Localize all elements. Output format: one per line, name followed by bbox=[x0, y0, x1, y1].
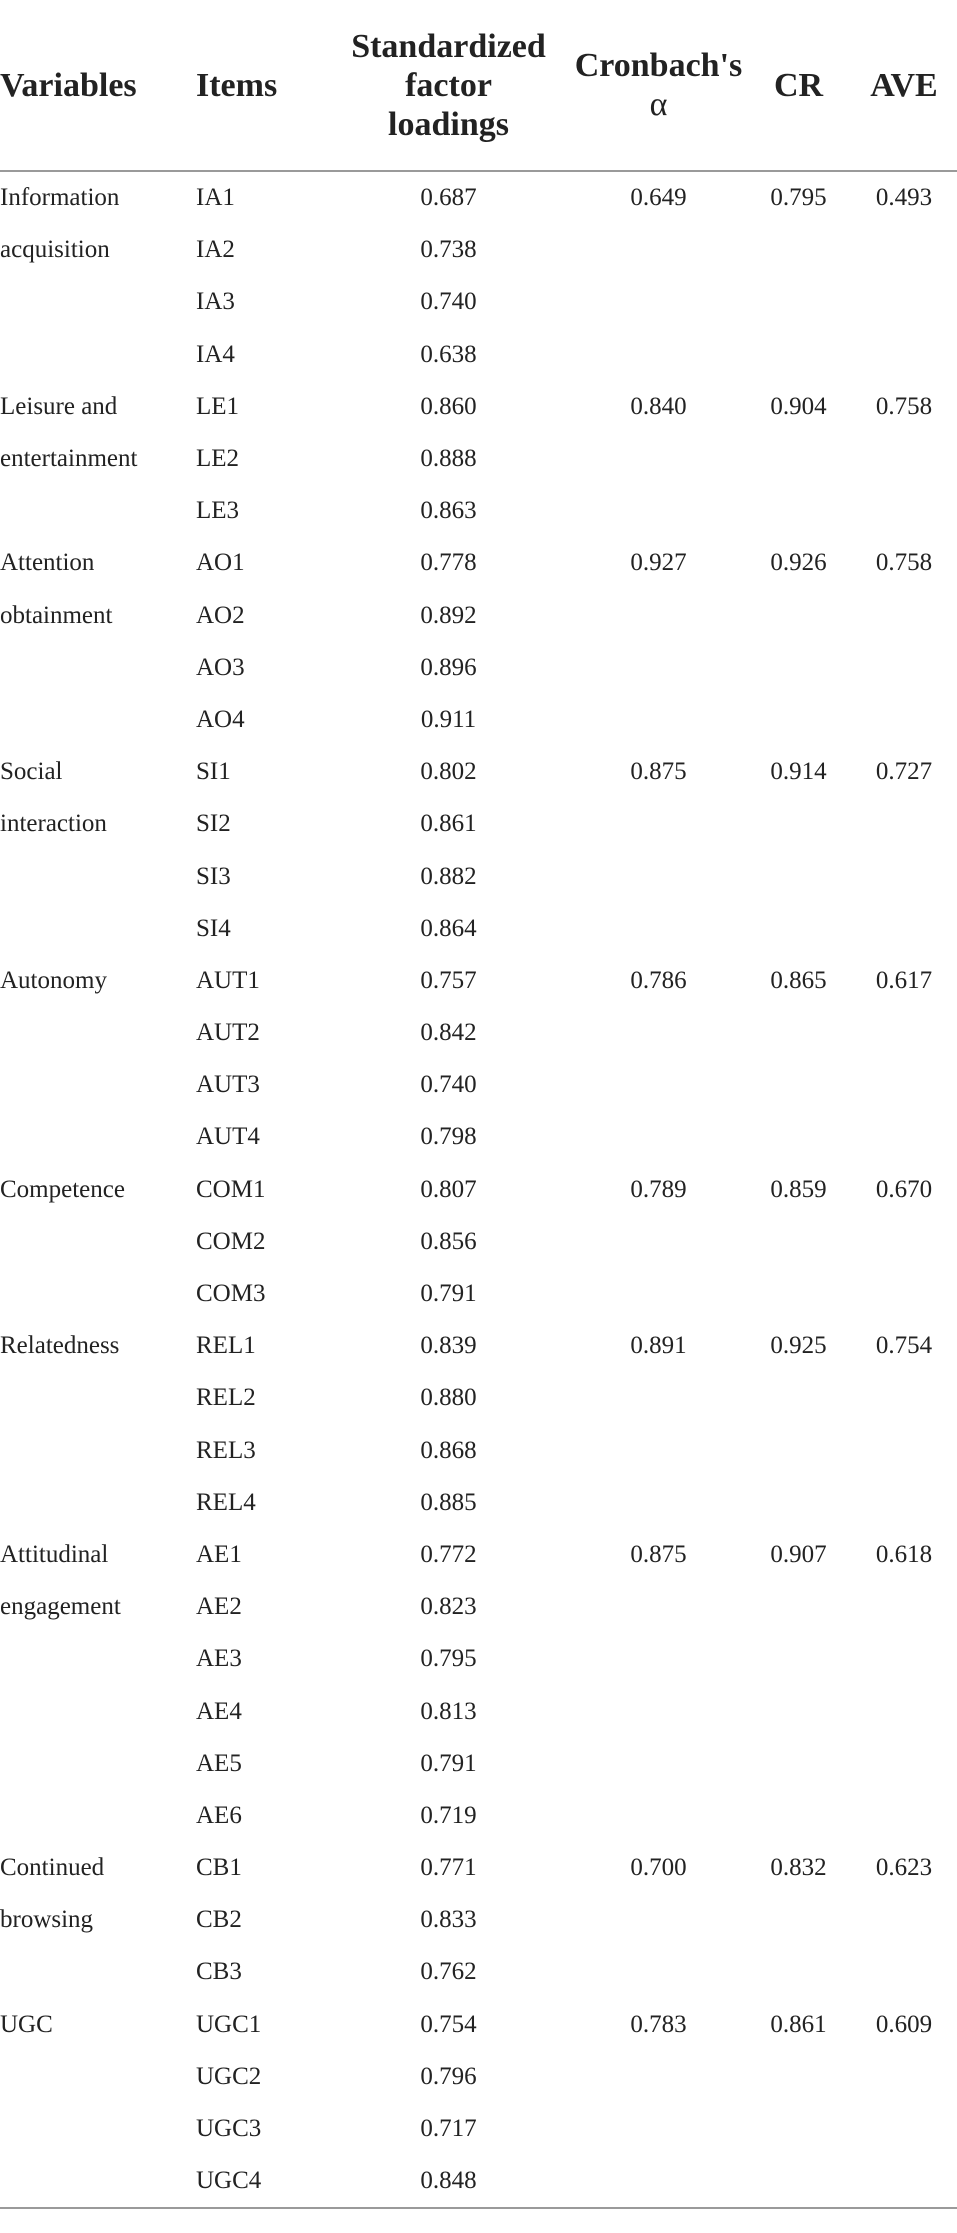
cr-cell bbox=[746, 1216, 851, 1268]
variable-cell bbox=[0, 642, 196, 694]
loading-cell: 0.888 bbox=[420, 445, 477, 473]
variable-cell: Autonomy bbox=[0, 966, 107, 994]
variable-cell: Competence bbox=[0, 1175, 125, 1203]
alpha-cell bbox=[571, 485, 746, 537]
cr-cell bbox=[746, 850, 851, 902]
ave-cell bbox=[851, 1685, 957, 1737]
ave-cell bbox=[851, 1111, 957, 1163]
ave-cell bbox=[851, 224, 957, 276]
cr-cell bbox=[746, 903, 851, 955]
ave-cell bbox=[851, 276, 957, 328]
table-body bbox=[0, 171, 957, 2208]
alpha-cell bbox=[571, 1894, 746, 1946]
alpha-cell bbox=[571, 224, 746, 276]
variable-cell: browsing bbox=[0, 1906, 94, 1934]
loading-cell: 0.791 bbox=[420, 1749, 477, 1777]
header-cronbach-alpha bbox=[571, 0, 746, 171]
loading-cell: 0.860 bbox=[420, 392, 477, 420]
variable-cell bbox=[0, 276, 196, 328]
item-cell: AUT2 bbox=[196, 1019, 260, 1047]
ave-cell: 0.493 bbox=[875, 184, 933, 212]
cr-cell bbox=[746, 798, 851, 850]
cr-cell bbox=[746, 1007, 851, 1059]
alpha-cell: 0.840 bbox=[630, 392, 687, 420]
loading-cell: 0.885 bbox=[420, 1488, 477, 1516]
alpha-cell bbox=[571, 276, 746, 328]
item-cell: UGC2 bbox=[196, 2062, 262, 2090]
loading-cell: 0.868 bbox=[420, 1436, 477, 1464]
ave-cell bbox=[851, 850, 957, 902]
item-cell: COM1 bbox=[196, 1175, 266, 1203]
item-cell: REL3 bbox=[196, 1436, 256, 1464]
loading-cell: 0.861 bbox=[420, 810, 477, 838]
loading-cell: 0.740 bbox=[420, 1071, 477, 1099]
cr-cell: 0.925 bbox=[770, 1332, 827, 1360]
loading-cell: 0.839 bbox=[420, 1332, 477, 1360]
ave-cell bbox=[851, 329, 957, 381]
alpha-cell bbox=[571, 1685, 746, 1737]
item-cell: CB3 bbox=[196, 1958, 242, 1986]
header-factor-loadings-line: factor bbox=[405, 66, 492, 104]
cr-cell bbox=[746, 1425, 851, 1477]
item-cell: COM3 bbox=[196, 1280, 266, 1308]
item-cell: UGC4 bbox=[196, 2155, 326, 2208]
cr-cell: 0.926 bbox=[770, 549, 827, 577]
loading-cell: 0.896 bbox=[420, 653, 477, 681]
table-row bbox=[0, 955, 957, 1007]
alpha-cell bbox=[571, 2103, 746, 2155]
table-row bbox=[0, 590, 957, 642]
alpha-cell bbox=[571, 798, 746, 850]
item-cell: UGC1 bbox=[196, 2010, 262, 2038]
table-row bbox=[0, 537, 957, 589]
item-cell: IA3 bbox=[196, 288, 235, 316]
table-row bbox=[0, 746, 957, 798]
variable-cell: obtainment bbox=[0, 601, 113, 629]
table-row bbox=[0, 2051, 957, 2103]
item-cell: AUT1 bbox=[196, 966, 260, 994]
ave-cell: 0.618 bbox=[875, 1540, 933, 1568]
loading-cell: 0.848 bbox=[326, 2155, 571, 2208]
ave-cell bbox=[851, 1007, 957, 1059]
loading-cell: 0.795 bbox=[420, 1645, 477, 1673]
variable-cell bbox=[0, 850, 196, 902]
variable-cell bbox=[0, 903, 196, 955]
variable-cell: Social bbox=[0, 758, 63, 786]
item-cell: COM2 bbox=[196, 1227, 266, 1255]
table-row bbox=[0, 224, 957, 276]
cr-cell bbox=[746, 1790, 851, 1842]
ave-cell bbox=[851, 433, 957, 485]
table-row bbox=[0, 850, 957, 902]
alpha-cell bbox=[571, 1425, 746, 1477]
alpha-cell: 0.875 bbox=[630, 1540, 687, 1568]
table-row bbox=[0, 1059, 957, 1111]
variable-cell bbox=[0, 1111, 196, 1163]
cr-cell bbox=[746, 276, 851, 328]
variable-cell: Attention bbox=[0, 549, 95, 577]
table-row bbox=[0, 1320, 957, 1372]
cr-cell bbox=[746, 1946, 851, 1998]
item-cell: AO1 bbox=[196, 549, 245, 577]
alpha-cell: 0.875 bbox=[630, 758, 687, 786]
header-items: Items bbox=[196, 66, 278, 104]
loading-cell: 0.757 bbox=[420, 966, 477, 994]
ave-cell bbox=[851, 1477, 957, 1529]
cr-cell bbox=[746, 2051, 851, 2103]
item-cell: UGC3 bbox=[196, 2115, 262, 2143]
table-row bbox=[0, 1790, 957, 1842]
loading-cell: 0.892 bbox=[420, 601, 477, 629]
cr-cell: 0.859 bbox=[770, 1175, 827, 1203]
alpha-cell bbox=[571, 1581, 746, 1633]
alpha-cell: 0.700 bbox=[630, 1854, 687, 1882]
table-row bbox=[0, 485, 957, 537]
item-cell: LE2 bbox=[196, 445, 240, 473]
variable-cell: Relatedness bbox=[0, 1332, 120, 1360]
loading-cell: 0.754 bbox=[420, 2010, 477, 2038]
alpha-cell bbox=[571, 1790, 746, 1842]
alpha-cell bbox=[571, 1946, 746, 1998]
ave-cell bbox=[851, 1790, 957, 1842]
cr-cell bbox=[746, 329, 851, 381]
loading-cell: 0.796 bbox=[420, 2062, 477, 2090]
loading-cell: 0.719 bbox=[420, 1801, 477, 1829]
cr-cell bbox=[746, 1059, 851, 1111]
alpha-cell: 0.789 bbox=[630, 1175, 687, 1203]
item-cell: LE3 bbox=[196, 497, 240, 525]
variable-cell bbox=[0, 1633, 196, 1685]
alpha-cell bbox=[571, 694, 746, 746]
table-row bbox=[0, 1268, 957, 1320]
ave-cell bbox=[851, 1425, 957, 1477]
ave-cell: 0.758 bbox=[875, 549, 933, 577]
ave-cell bbox=[851, 1633, 957, 1685]
variable-cell bbox=[0, 1372, 196, 1424]
variable-cell: interaction bbox=[0, 810, 107, 838]
variable-cell bbox=[0, 1268, 196, 1320]
item-cell: SI4 bbox=[196, 914, 231, 942]
variable-cell bbox=[0, 1007, 196, 1059]
item-cell: AE5 bbox=[196, 1749, 242, 1777]
table-row bbox=[0, 1894, 957, 1946]
ave-cell: 0.758 bbox=[875, 392, 933, 420]
loading-cell: 0.738 bbox=[420, 236, 477, 264]
loading-cell: 0.823 bbox=[420, 1593, 477, 1621]
table-row bbox=[0, 2103, 957, 2155]
item-cell: REL1 bbox=[196, 1332, 256, 1360]
item-cell: LE1 bbox=[196, 392, 240, 420]
item-cell: REL2 bbox=[196, 1384, 256, 1412]
variable-cell bbox=[0, 2051, 196, 2103]
table-row bbox=[0, 1946, 957, 1998]
table-row bbox=[0, 171, 957, 224]
cr-cell: 0.865 bbox=[770, 966, 827, 994]
header-cronbach-line: Cronbach's bbox=[574, 47, 743, 84]
variable-cell: acquisition bbox=[0, 236, 110, 264]
alpha-cell bbox=[571, 850, 746, 902]
loading-cell: 0.864 bbox=[420, 914, 477, 942]
variable-cell: Leisure and bbox=[0, 392, 118, 420]
ave-cell: 0.609 bbox=[875, 2010, 933, 2038]
item-cell: AE2 bbox=[196, 1593, 242, 1621]
loading-cell: 0.687 bbox=[420, 184, 477, 212]
loading-cell: 0.807 bbox=[420, 1175, 477, 1203]
item-cell: AO4 bbox=[196, 705, 245, 733]
ave-cell bbox=[851, 694, 957, 746]
cr-cell bbox=[746, 642, 851, 694]
cr-cell: 0.795 bbox=[770, 184, 827, 212]
alpha-cell bbox=[571, 1268, 746, 1320]
ave-cell: 0.727 bbox=[875, 758, 933, 786]
ave-cell: 0.623 bbox=[875, 1854, 933, 1882]
item-cell: AO2 bbox=[196, 601, 245, 629]
variable-cell bbox=[0, 1477, 196, 1529]
alpha-cell: 0.783 bbox=[630, 2010, 687, 2038]
table-row bbox=[0, 1685, 957, 1737]
variable-cell: Attitudinal bbox=[0, 1540, 109, 1568]
item-cell: AO3 bbox=[196, 653, 245, 681]
alpha-cell bbox=[571, 590, 746, 642]
table-row bbox=[0, 798, 957, 850]
ave-cell bbox=[851, 798, 957, 850]
ave-cell bbox=[851, 2155, 957, 2208]
loading-cell: 0.880 bbox=[420, 1384, 477, 1412]
ave-cell: 0.754 bbox=[875, 1332, 933, 1360]
alpha-cell bbox=[571, 1372, 746, 1424]
loading-cell: 0.802 bbox=[420, 758, 477, 786]
cr-cell: 0.904 bbox=[770, 392, 827, 420]
item-cell: IA1 bbox=[196, 184, 235, 212]
ave-cell bbox=[851, 1581, 957, 1633]
item-cell: AE6 bbox=[196, 1801, 242, 1829]
ave-cell bbox=[851, 2051, 957, 2103]
ave-cell: 0.617 bbox=[875, 966, 933, 994]
table-row bbox=[0, 1425, 957, 1477]
variable-cell bbox=[0, 329, 196, 381]
variable-cell: engagement bbox=[0, 1593, 121, 1621]
item-cell: IA4 bbox=[196, 340, 235, 368]
table-row bbox=[0, 1007, 957, 1059]
table-row bbox=[0, 1999, 957, 2051]
variable-cell bbox=[0, 1059, 196, 1111]
alpha-cell bbox=[571, 433, 746, 485]
table-row bbox=[0, 381, 957, 433]
loading-cell: 0.740 bbox=[420, 288, 477, 316]
cr-cell: 0.914 bbox=[770, 758, 827, 786]
item-cell: AUT4 bbox=[196, 1123, 260, 1151]
ave-cell bbox=[851, 1372, 957, 1424]
alpha-cell bbox=[571, 1007, 746, 1059]
cr-cell: 0.907 bbox=[770, 1540, 827, 1568]
cr-cell: 0.832 bbox=[770, 1854, 827, 1882]
ave-cell bbox=[851, 485, 957, 537]
variable-cell bbox=[0, 1216, 196, 1268]
alpha-cell bbox=[571, 1216, 746, 1268]
cr-cell bbox=[746, 1268, 851, 1320]
item-cell: REL4 bbox=[196, 1488, 256, 1516]
item-cell: AE3 bbox=[196, 1645, 242, 1673]
table-row bbox=[0, 1738, 957, 1790]
variable-cell: UGC bbox=[0, 2010, 53, 2038]
loading-cell: 0.778 bbox=[420, 549, 477, 577]
header-variables: Variables bbox=[0, 66, 137, 104]
ave-cell bbox=[851, 903, 957, 955]
alpha-cell bbox=[571, 2051, 746, 2103]
ave-cell bbox=[851, 1268, 957, 1320]
item-cell: SI1 bbox=[196, 758, 231, 786]
table-row bbox=[0, 1164, 957, 1216]
table-row bbox=[0, 329, 957, 381]
ave-cell bbox=[851, 1059, 957, 1111]
loading-cell: 0.863 bbox=[420, 497, 477, 525]
header-cr: CR bbox=[773, 66, 824, 104]
header-ave: AVE bbox=[870, 66, 938, 104]
variable-cell bbox=[0, 485, 196, 537]
ave-cell bbox=[851, 642, 957, 694]
header-factor-loadings-line: loadings bbox=[388, 105, 509, 143]
table-row bbox=[0, 642, 957, 694]
table-row bbox=[0, 2155, 957, 2208]
cr-cell bbox=[746, 2103, 851, 2155]
cr-cell bbox=[746, 1372, 851, 1424]
header-factor-loadings bbox=[326, 0, 571, 171]
item-cell: CB1 bbox=[196, 1854, 242, 1882]
variable-cell bbox=[0, 2103, 196, 2155]
variable-cell bbox=[0, 1946, 196, 1998]
loading-cell: 0.638 bbox=[420, 340, 477, 368]
cr-cell bbox=[746, 1633, 851, 1685]
ave-cell bbox=[851, 1894, 957, 1946]
loading-cell: 0.911 bbox=[420, 705, 477, 733]
cr-cell: 0.861 bbox=[770, 2010, 827, 2038]
cr-cell bbox=[746, 485, 851, 537]
table-row bbox=[0, 1372, 957, 1424]
variable-cell bbox=[0, 1425, 196, 1477]
loading-cell: 0.882 bbox=[420, 862, 477, 890]
table-row bbox=[0, 1581, 957, 1633]
ave-cell bbox=[851, 1946, 957, 1998]
loading-cell: 0.856 bbox=[420, 1227, 477, 1255]
cr-cell bbox=[746, 1581, 851, 1633]
alpha-cell: 0.649 bbox=[630, 184, 687, 212]
item-cell: IA2 bbox=[196, 236, 235, 264]
loading-cell: 0.842 bbox=[420, 1019, 477, 1047]
alpha-cell: 0.891 bbox=[630, 1332, 687, 1360]
cr-cell bbox=[746, 1477, 851, 1529]
loading-cell: 0.771 bbox=[420, 1854, 477, 1882]
cr-cell bbox=[746, 1894, 851, 1946]
alpha-cell bbox=[571, 1633, 746, 1685]
variable-cell: Continued bbox=[0, 1854, 105, 1882]
cr-cell bbox=[746, 2155, 851, 2208]
header-row bbox=[0, 0, 957, 171]
cr-cell bbox=[746, 590, 851, 642]
variable-cell bbox=[0, 694, 196, 746]
table-row bbox=[0, 694, 957, 746]
variable-cell bbox=[0, 2155, 196, 2208]
loading-cell: 0.717 bbox=[420, 2115, 477, 2143]
cr-cell bbox=[746, 1738, 851, 1790]
item-cell: AUT3 bbox=[196, 1071, 260, 1099]
variable-cell bbox=[0, 1685, 196, 1737]
loading-cell: 0.813 bbox=[420, 1697, 477, 1725]
item-cell: SI2 bbox=[196, 810, 231, 838]
table-row bbox=[0, 1633, 957, 1685]
table-header bbox=[0, 0, 957, 171]
ave-cell bbox=[851, 1216, 957, 1268]
table-row bbox=[0, 276, 957, 328]
variable-cell bbox=[0, 1790, 196, 1842]
alpha-cell bbox=[571, 642, 746, 694]
alpha-cell bbox=[571, 329, 746, 381]
loading-cell: 0.772 bbox=[420, 1540, 477, 1568]
ave-cell bbox=[851, 1738, 957, 1790]
table-row bbox=[0, 433, 957, 485]
alpha-cell: 0.786 bbox=[630, 966, 687, 994]
loading-cell: 0.791 bbox=[420, 1280, 477, 1308]
alpha-cell bbox=[571, 903, 746, 955]
alpha-cell bbox=[571, 1477, 746, 1529]
table-row bbox=[0, 1216, 957, 1268]
loading-cell: 0.833 bbox=[420, 1906, 477, 1934]
alpha-cell bbox=[571, 2155, 746, 2208]
header-alpha-symbol: α bbox=[649, 86, 668, 123]
ave-cell bbox=[851, 2103, 957, 2155]
table-row bbox=[0, 1529, 957, 1581]
cr-cell bbox=[746, 1685, 851, 1737]
ave-cell bbox=[851, 590, 957, 642]
item-cell: AE1 bbox=[196, 1540, 242, 1568]
cr-cell bbox=[746, 694, 851, 746]
table-row bbox=[0, 1477, 957, 1529]
table-row bbox=[0, 1111, 957, 1163]
alpha-cell bbox=[571, 1111, 746, 1163]
cr-cell bbox=[746, 1111, 851, 1163]
item-cell: AE4 bbox=[196, 1697, 242, 1725]
variable-cell bbox=[0, 1738, 196, 1790]
loading-cell: 0.798 bbox=[420, 1123, 477, 1151]
variable-cell: Information bbox=[0, 184, 120, 212]
ave-cell: 0.670 bbox=[875, 1175, 933, 1203]
variable-cell: entertainment bbox=[0, 445, 138, 473]
header-factor-loadings-line: Standardized bbox=[351, 27, 546, 65]
table-row bbox=[0, 1842, 957, 1894]
item-cell: CB2 bbox=[196, 1906, 242, 1934]
item-cell: SI3 bbox=[196, 862, 231, 890]
alpha-cell: 0.927 bbox=[630, 549, 687, 577]
cr-cell bbox=[746, 224, 851, 276]
table-row bbox=[0, 903, 957, 955]
loading-cell: 0.762 bbox=[420, 1958, 477, 1986]
alpha-cell bbox=[571, 1738, 746, 1790]
cr-cell bbox=[746, 433, 851, 485]
alpha-cell bbox=[571, 1059, 746, 1111]
